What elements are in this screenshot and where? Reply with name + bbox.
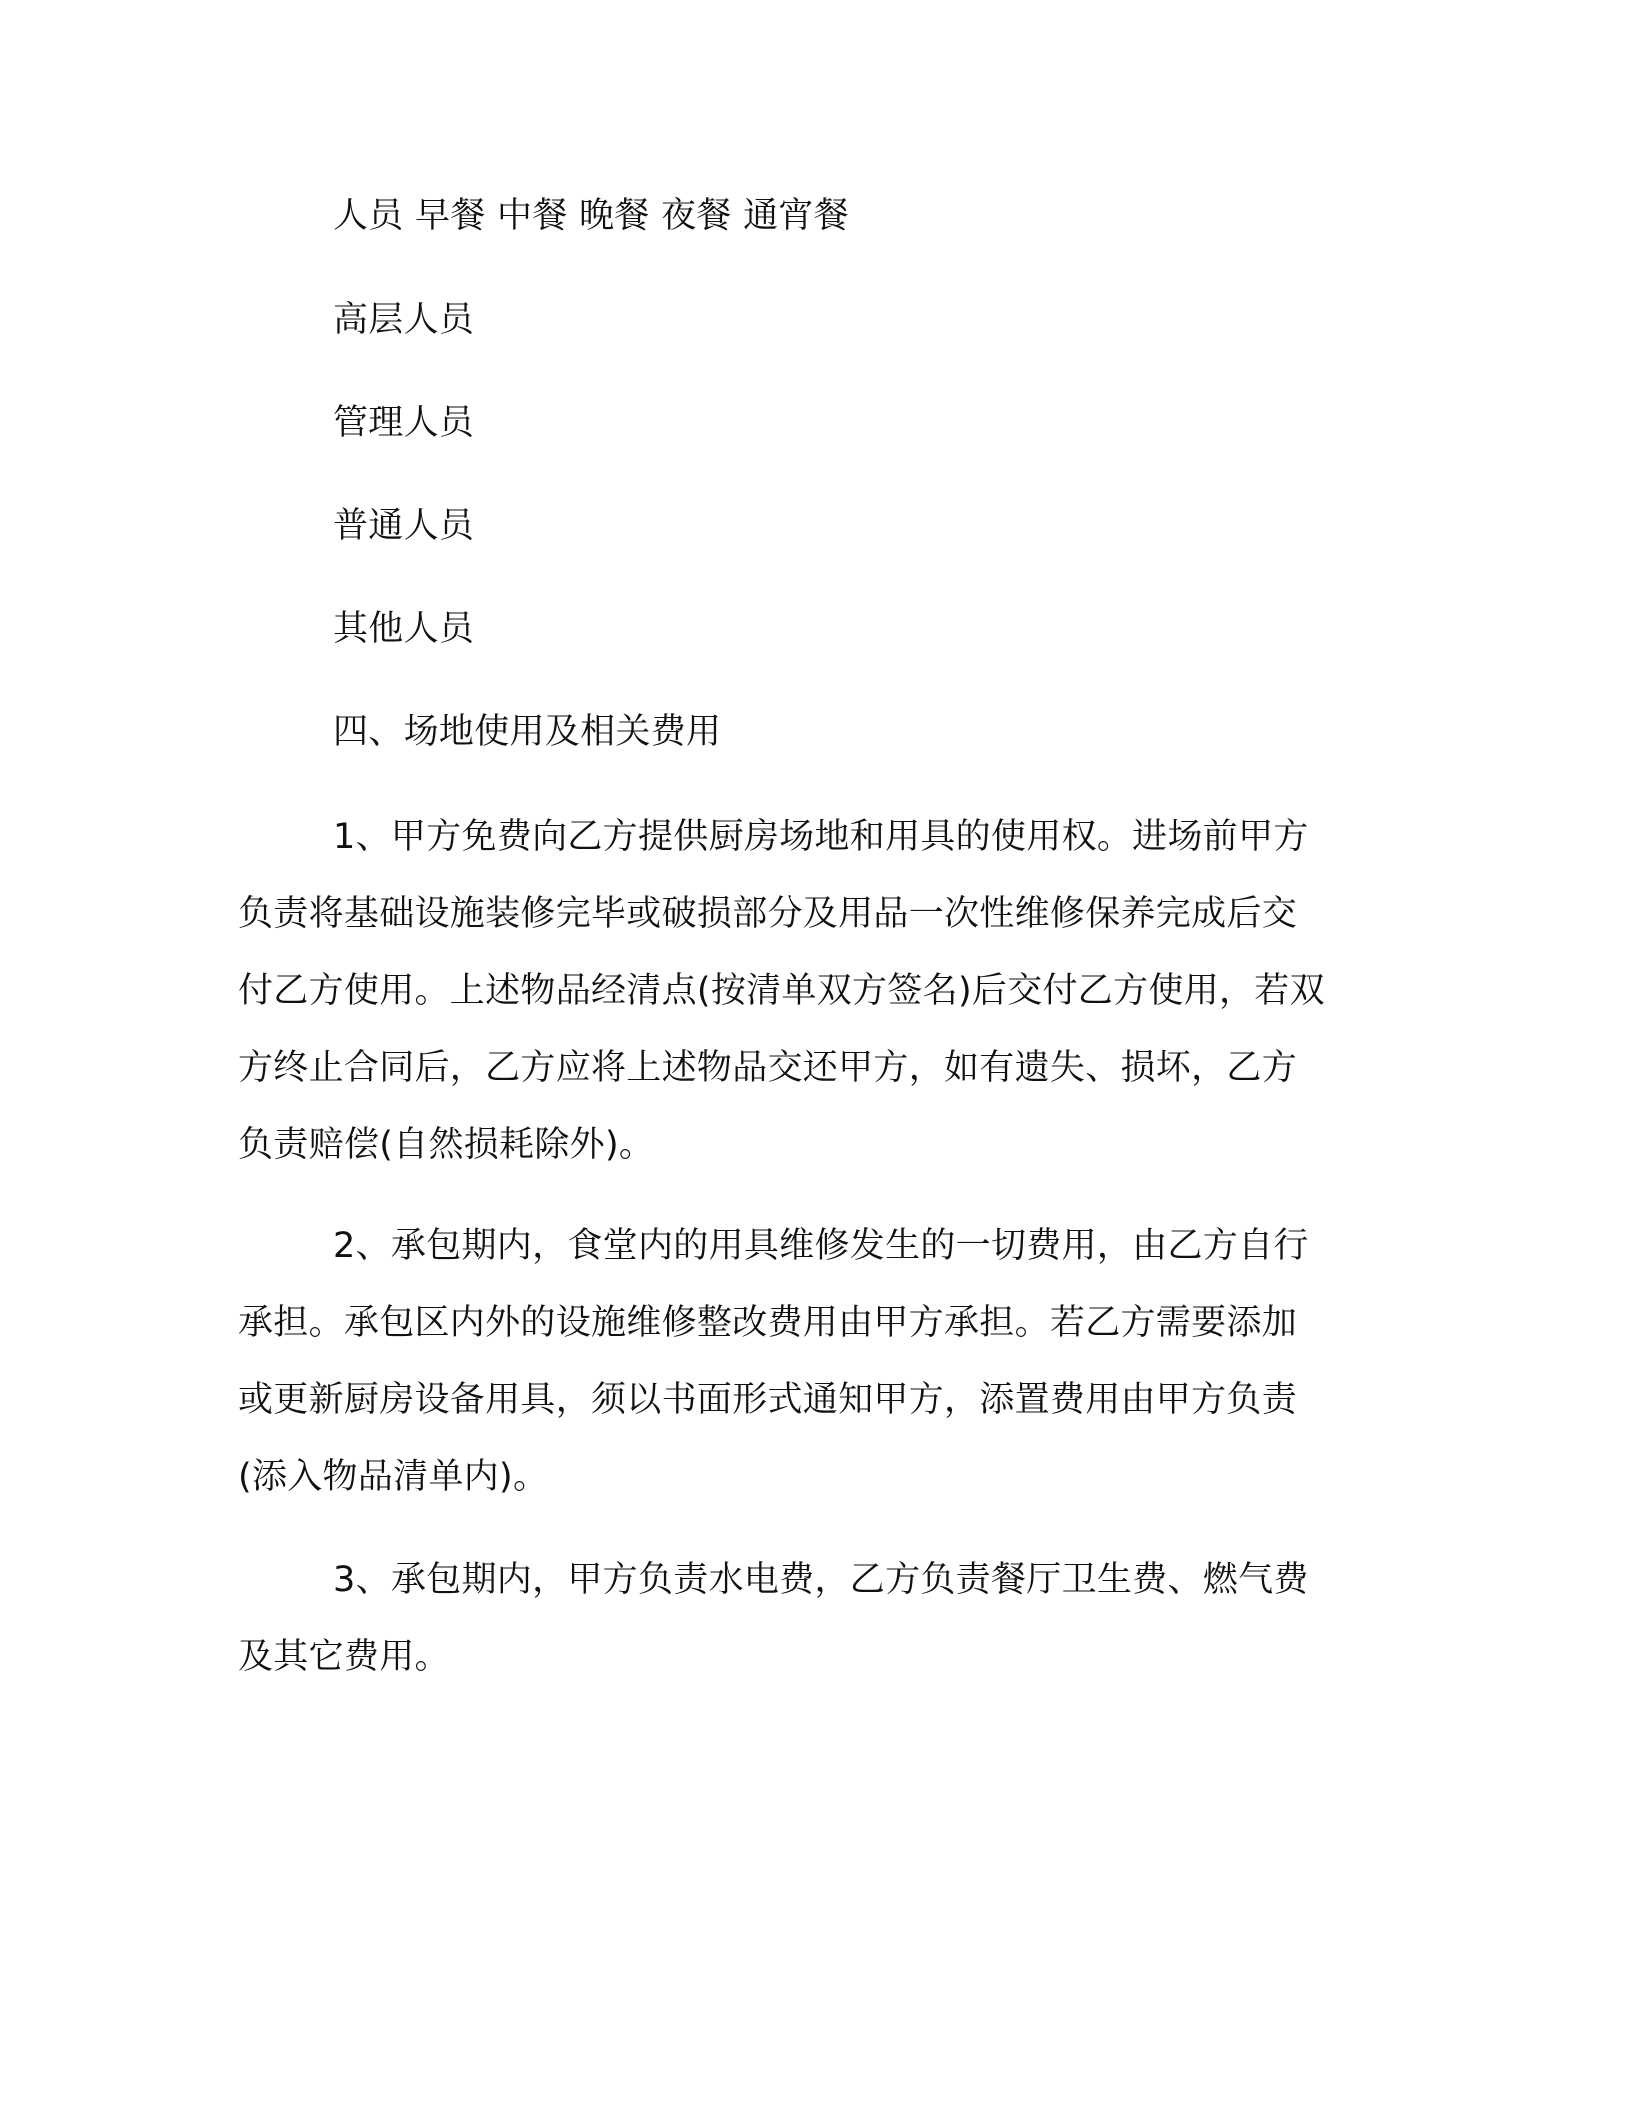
clause-3-line: 3、承包期内，甲方负责水电费，乙方负责餐厅卫生费、燃气费 (333, 1560, 1309, 1600)
clause-2-line: (添入物品清单内)。 (238, 1457, 549, 1497)
meal-table-row: 其他人员 (333, 609, 475, 649)
clause-1-line: 方终止合同后，乙方应将上述物品交还甲方，如有遗失、损坏，乙方 (238, 1048, 1298, 1088)
clause-1-line: 负责将基础设施装修完毕或破损部分及用品一次性维修保养完成后交 (238, 894, 1298, 934)
clause-1-line: 付乙方使用。上述物品经清点(按清单双方签名)后交付乙方使用，若双 (238, 971, 1325, 1011)
section-heading: 四、场地使用及相关费用 (333, 712, 722, 752)
clause-2-line: 2、承包期内，食堂内的用具维修发生的一切费用，由乙方自行 (333, 1226, 1309, 1266)
meal-table-header: 人员 早餐 中餐 晚餐 夜餐 通宵餐 (333, 196, 850, 236)
clause-2-line: 或更新厨房设备用具，须以书面形式通知甲方，添置费用由甲方负责 (238, 1380, 1298, 1420)
clause-1-line: 负责赔偿(自然损耗除外)。 (238, 1125, 655, 1165)
meal-table-row: 普通人员 (333, 506, 475, 546)
meal-table-row: 高层人员 (333, 300, 475, 340)
clause-3-line: 及其它费用。 (238, 1637, 450, 1677)
meal-table-row: 管理人员 (333, 403, 475, 443)
clause-1-line: 1、甲方免费向乙方提供厨房场地和用具的使用权。进场前甲方 (333, 817, 1309, 857)
clause-2-line: 承担。承包区内外的设施维修整改费用由甲方承担。若乙方需要添加 (238, 1303, 1298, 1343)
